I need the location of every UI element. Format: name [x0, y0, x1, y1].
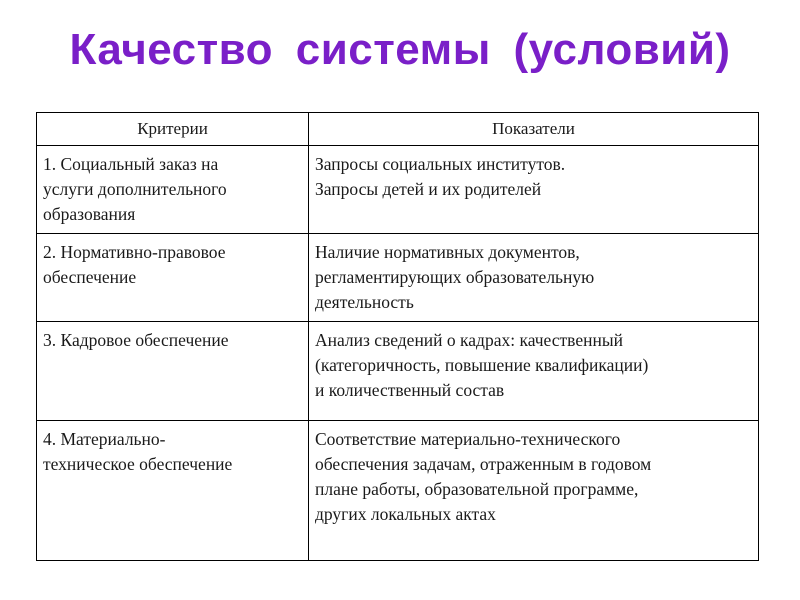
- table-header-row: [37, 113, 759, 146]
- page-title: Качество системы (условий): [69, 25, 731, 74]
- table-row: [37, 234, 759, 322]
- criterion-cell: [37, 234, 309, 322]
- cell-text: 2. Нормативно-правовое: [43, 242, 226, 262]
- indicator-cell: [309, 146, 759, 234]
- cell-text: образования: [43, 204, 136, 224]
- cell-text: Запросы детей и их родителей: [315, 179, 542, 199]
- table-row: [37, 146, 759, 234]
- cell-text: (категоричность, повышение квалификации): [315, 355, 649, 375]
- cell-text: 1. Социальный заказ на: [43, 154, 219, 174]
- cell-text: регламентирующих образовательную: [315, 267, 595, 287]
- criterion-cell: [37, 421, 309, 561]
- cell-text: Запросы социальных институтов.: [315, 154, 566, 174]
- criteria-table: [36, 112, 759, 561]
- header-indicators: Показатели: [309, 113, 759, 146]
- indicator-cell: [309, 234, 759, 322]
- cell-text: и количественный состав: [315, 380, 505, 400]
- cell-text: 4. Материально-: [43, 429, 166, 449]
- cell-text: Анализ сведений о кадрах: качественный: [315, 330, 623, 350]
- table-row: [37, 421, 759, 561]
- cell-text: услуги дополнительного: [43, 179, 227, 199]
- cell-text: плане работы, образовательной программе,: [315, 479, 639, 499]
- criterion-cell: [37, 322, 309, 421]
- cell-text: обеспечение: [43, 267, 137, 287]
- cell-text: техническое обеспечение: [43, 454, 233, 474]
- header-criteria: Критерии: [37, 113, 309, 146]
- cell-text: обеспечения задачам, отраженным в годовом: [315, 454, 652, 474]
- criterion-cell: [37, 146, 309, 234]
- cell-text: Соответствие материально-технического: [315, 429, 621, 449]
- indicator-cell: [309, 421, 759, 561]
- table-row: [37, 322, 759, 421]
- cell-text: Наличие нормативных документов,: [315, 242, 580, 262]
- cell-text: деятельность: [315, 292, 414, 312]
- indicator-cell: [309, 322, 759, 421]
- cell-text: 3. Кадровое обеспечение: [43, 330, 229, 350]
- cell-text: других локальных актах: [315, 504, 496, 524]
